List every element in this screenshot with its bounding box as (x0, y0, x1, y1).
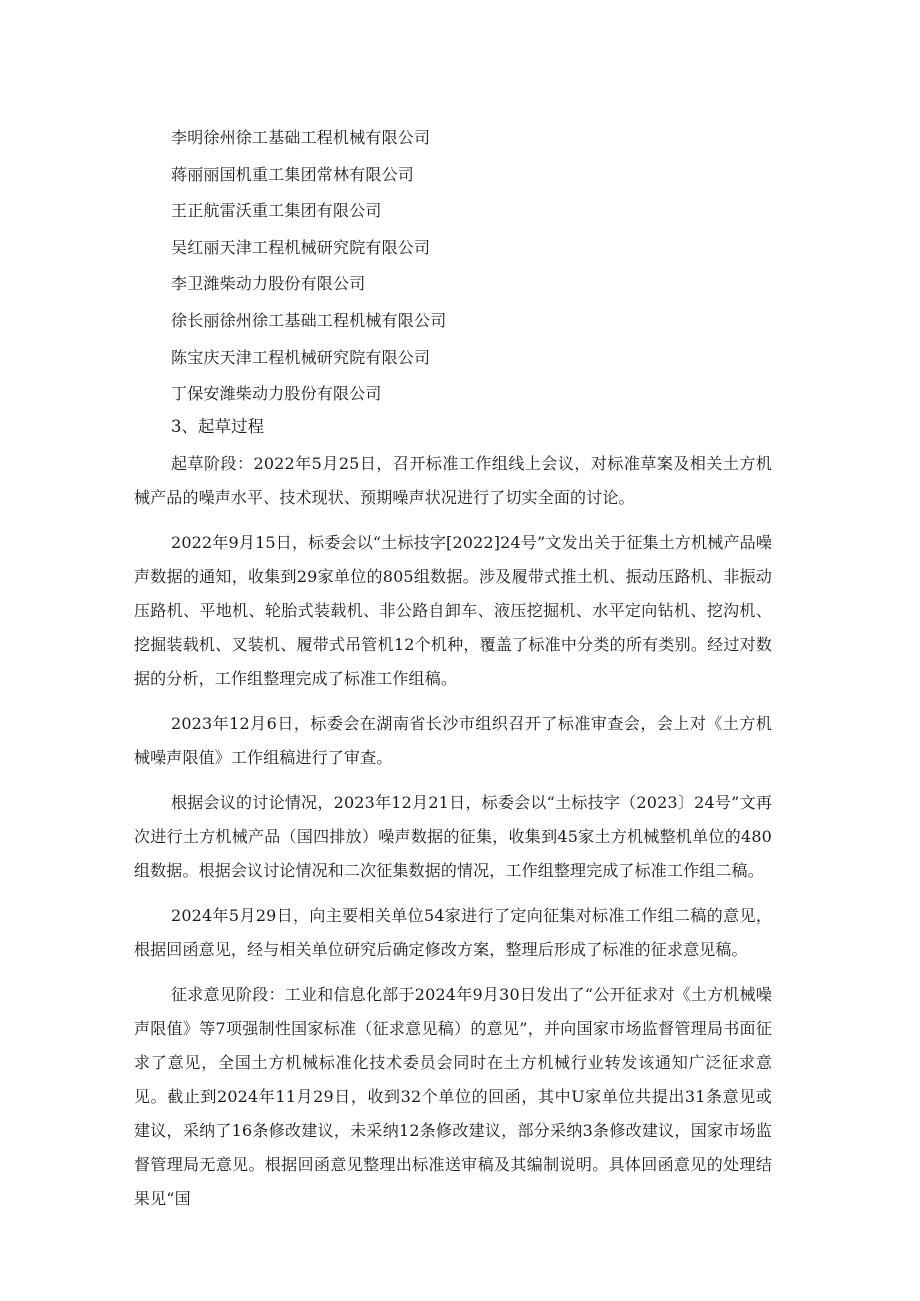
drafting-member-list (171, 120, 446, 413)
paragraph-public-consultation: 征求意见阶段：工业和信息化部于2024年9月30日发出了“公开征求对《土方机械噪声限值》等7项强制性国家标准（征求意见稿）的意见”，并向国家市场监督管理局书面征求了意见，全国土方机械标准化技术委员会同时在土方机械行业转发该通知广泛征求意见。截止到2024年11月29日，收到32个单位的回函，其中U家单位共提出31条意见或建议，采纳了16条修改建议，未采纳12条修改建议，部分采纳3条修改建议，国家市场监督管理局无意见。根据回函意见整理出标准送审稿及其编制说明。具体回函意见的处理结果见“国 (134, 985, 772, 1208)
member-item: 吴红丽天津工程机械研究院有限公司 (171, 237, 431, 257)
drafting-process-body (134, 447, 772, 1227)
member-item: 陈宝庆天津工程机械研究院有限公司 (171, 347, 431, 367)
member-item: 王正航雷沃重工集团有限公司 (171, 201, 382, 221)
paragraph-targeted-consultation: 2024年5月29日，向主要相关单位54家进行了定向征集对标准工作组二稿的意见，根据回函意见，经与相关单位研究后确定修改方案，整理后形成了标准的征求意见稿。 (134, 906, 772, 959)
paragraph-review-meeting: 2023年12月6日，标委会在湖南省长沙市组织召开了标准审查会，会上对《土方机械噪声限值》工作组稿进行了审查。 (134, 714, 772, 767)
member-item: 李卫潍柴动力股份有限公司 (171, 274, 366, 294)
member-item: 蒋丽丽国机重工集团常林有限公司 (171, 164, 415, 184)
paragraph-second-collection: 根据会议的讨论情况，2023年12月21日，标委会以“土标技字（2023〕24号”文再次进行土方机械产品（国四排放）噪声数据的征集，收集到45家土方机械整机单位的480组数据。根据会议讨论情况和二次征集数据的情况，工作组整理完成了标准工作组二稿。 (134, 793, 772, 880)
paragraph-data-collection: 2022年9月15日，标委会以“土标技字[2022]24号”文发出关于征集土方机械产品噪声数据的通知，收集到29家单位的805组数据。涉及履带式推土机、振动压路机、非振动压路机、平地机、轮胎式装载机、非公路自卸车、液压挖掘机、水平定向钻机、挖沟机、挖掘装载机、叉装机、履带式吊管机12个机种，覆盖了标准中分类的所有类别。经过对数据的分析，工作组整理完成了标准工作组稿。 (134, 533, 772, 688)
section-heading: 3、起草过程 (171, 417, 264, 436)
paragraph-drafting-stage: 起草阶段：2022年5月25日，召开标准工作组线上会议，对标准草案及相关土方机械产品的噪声水平、技术现状、预期噪声状况进行了切实全面的讨论。 (134, 454, 772, 507)
member-item: 徐长丽徐州徐工基础工程机械有限公司 (171, 310, 447, 330)
member-item: 李明徐州徐工基础工程机械有限公司 (171, 128, 431, 147)
member-item: 丁保安潍柴动力股份有限公司 (171, 384, 382, 404)
